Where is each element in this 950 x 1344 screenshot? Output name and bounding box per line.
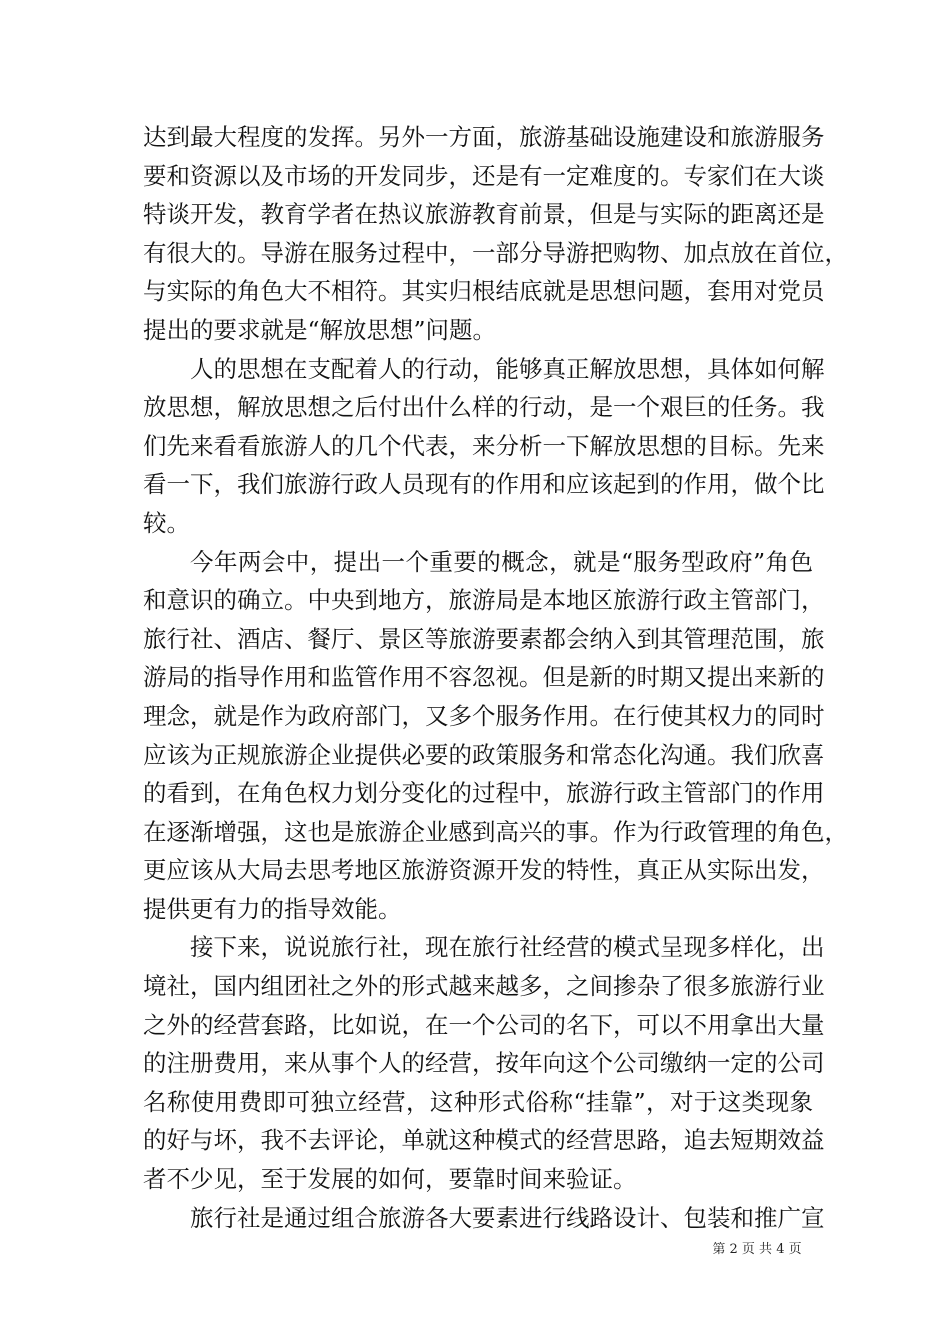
paragraph-5: [143, 1199, 825, 1238]
text-line: 更应该从大局去思考地区旅游资源开发的特性，真正从实际出发，: [143, 856, 825, 885]
text-line: 特谈开发，教育学者在热议旅游教育前景，但是与实际的距离还是: [143, 200, 825, 229]
text-line: 的看到，在角色权力划分变化的过程中，旅游行政主管部门的作用: [143, 779, 825, 808]
text-line: 和意识的确立。中央到地方，旅游局是本地区旅游行政主管部门，: [143, 586, 825, 615]
text-line: 的好与坏，我不去评论，单就这种模式的经营思路，追去短期效益: [143, 1126, 825, 1155]
text-line: 今年两会中，提出一个重要的概念，就是“服务型政府”角色: [190, 547, 813, 576]
paragraph-3: [143, 543, 848, 929]
page-number: 第 2 页 共 4 页: [712, 1242, 802, 1257]
text-line: 看一下，我们旅游行政人员现有的作用和应该起到的作用，做个比: [143, 470, 825, 499]
text-line: 境社，国内组团社之外的形式越来越多，之间掺杂了很多旅游行业: [143, 972, 825, 1001]
text-line: 旅行社是通过组合旅游各大要素进行线路设计、包装和推广宣: [190, 1203, 825, 1232]
text-line: 旅行社、酒店、餐厅、景区等旅游要素都会纳入到其管理范围，旅: [143, 624, 825, 653]
text-line: 理念，就是作为政府部门，又多个服务作用。在行使其权力的同时: [143, 701, 825, 730]
text-line: 应该为正规旅游企业提供必要的政策服务和常态化沟通。我们欣喜: [143, 740, 825, 769]
paragraph-1: [143, 118, 848, 350]
text-line: 提出的要求就是“解放思想”问题。: [143, 315, 497, 344]
text-line: 在逐渐增强，这也是旅游企业感到高兴的事。作为行政管理的角色，: [143, 817, 848, 846]
text-line: 们先来看看旅游人的几个代表，来分析一下解放思想的目标。先来: [143, 431, 825, 460]
text-line: 较。: [143, 508, 190, 537]
text-line: 者不少见，至于发展的如何，要靠时间来验证。: [143, 1165, 637, 1194]
page-footer: [0, 1238, 950, 1257]
text-line: 放思想，解放思想之后付出什么样的行动，是一个艰巨的任务。我: [143, 393, 825, 422]
paragraph-4: [143, 928, 825, 1198]
text-line: 游局的指导作用和监管作用不容忽视。但是新的时期又提出来新的: [143, 663, 825, 692]
text-line: 要和资源以及市场的开发同步，还是有一定难度的。专家们在大谈: [143, 161, 825, 190]
text-line: 提供更有力的指导效能。: [143, 894, 402, 923]
body-text: [143, 118, 848, 1237]
text-line: 有很大的。导游在服务过程中，一部分导游把购物、加点放在首位，: [143, 238, 848, 267]
text-line: 与实际的角色大不相符。其实归根结底就是思想问题，套用对党员: [143, 277, 825, 306]
paragraph-2: [143, 350, 825, 543]
text-line: 之外的经营套路，比如说，在一个公司的名下，可以不用拿出大量: [143, 1010, 825, 1039]
text-line: 的注册费用，来从事个人的经营，按年向这个公司缴纳一定的公司: [143, 1049, 825, 1078]
text-line: 名称使用费即可独立经营，这种形式俗称“挂靠”，对于这类现象: [143, 1087, 813, 1116]
text-line: 达到最大程度的发挥。另外一方面，旅游基础设施建设和旅游服务: [143, 123, 825, 151]
text-line: 接下来，说说旅行社，现在旅行社经营的模式呈现多样化，出: [190, 933, 825, 962]
text-line: 人的思想在支配着人的行动，能够真正解放思想，具体如何解: [190, 354, 825, 383]
